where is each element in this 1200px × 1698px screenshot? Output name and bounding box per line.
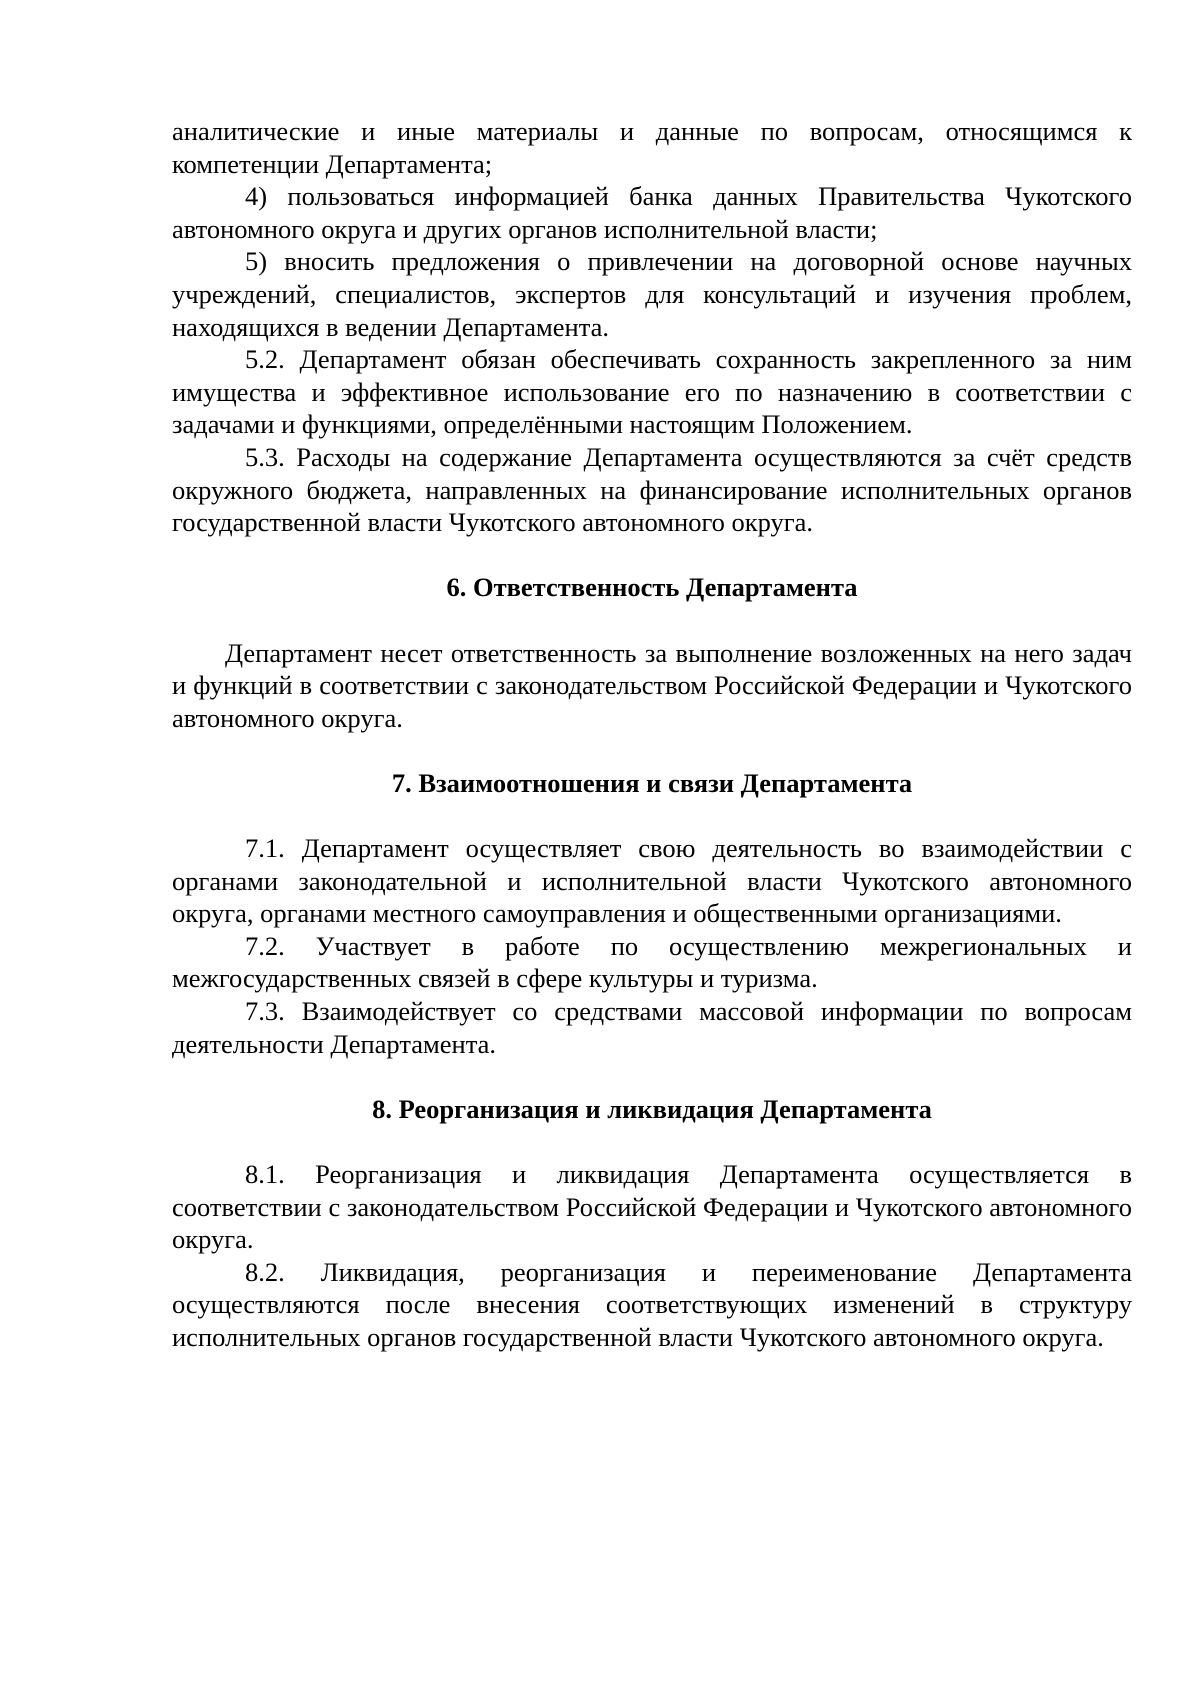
- paragraph-8-2: 8.2. Ликвидация, реорганизация и переименование Департамента осуществляются после внесения соответствующих изменений в структуру исполнительных органов государственной власти Чукотского автономного округа.: [172, 1256, 1132, 1352]
- spacer: [172, 799, 1132, 832]
- paragraph-item-5: 5) вносить предложения о привлечении на договорной основе научных учреждений, специалистов, экспертов для консультаций и изучения проблем, находящихся в ведении Департамента.: [172, 246, 1132, 342]
- paragraph-7-1: 7.1. Департамент осуществляет свою деятельность во взаимодействии с органами законодательной и исполнительной власти Чукотского автономного округа, органами местного самоуправления и общественными организациями.: [172, 833, 1132, 929]
- section-6-paragraph: Департамент несет ответственность за выполнение возложенных на него задач и функций в соответствии с законодательством Российской Федерации и Чукотского автономного округа.: [172, 637, 1132, 733]
- spacer: [172, 604, 1132, 637]
- document-body: [172, 115, 1132, 1354]
- spacer: [172, 1060, 1132, 1093]
- paragraph-7-2: 7.2. Участвует в работе по осуществлению межрегиональных и межгосударственных связей в сфере культуры и туризма.: [172, 930, 1132, 994]
- paragraph-item-4: 4) пользоваться информацией банка данных Правительства Чукотского автономного округа и других органов исполнительной власти;: [172, 181, 1132, 244]
- section-6-heading: 6. Ответственность Департамента: [446, 572, 858, 603]
- paragraph-5-2: 5.2. Департамент обязан обеспечивать сохранность закрепленного за ним имущества и эффективное использование его по назначению в соответствии с задачами и функциями, определёнными настоящим Положением.: [172, 344, 1132, 440]
- paragraph-7-3: 7.3. Взаимодействует со средствами массовой информации по вопросам деятельности Департамента.: [172, 996, 1132, 1059]
- paragraph-5-3: 5.3. Расходы на содержание Департамента осуществляются за счёт средств окружного бюджета, направленных на финансирование исполнительных органов государственной власти Чукотского автономного округа.: [172, 441, 1132, 538]
- section-7-heading: 7. Взаимоотношения и связи Департамента: [391, 767, 913, 798]
- spacer: [172, 734, 1132, 767]
- paragraph-8-1: 8.1. Реорганизация и ликвидация Департамента осуществляется в соответствии с законодательством Российской Федерации и Чукотского автономного округа.: [172, 1159, 1132, 1255]
- paragraph-continuation: аналитические и иные материалы и данные по вопросам, относящимся к компетенции Департамента;: [172, 116, 1132, 179]
- spacer: [172, 1125, 1132, 1158]
- spacer: [172, 539, 1132, 572]
- section-8-heading: 8. Реорганизация и ликвидация Департамента: [372, 1093, 932, 1124]
